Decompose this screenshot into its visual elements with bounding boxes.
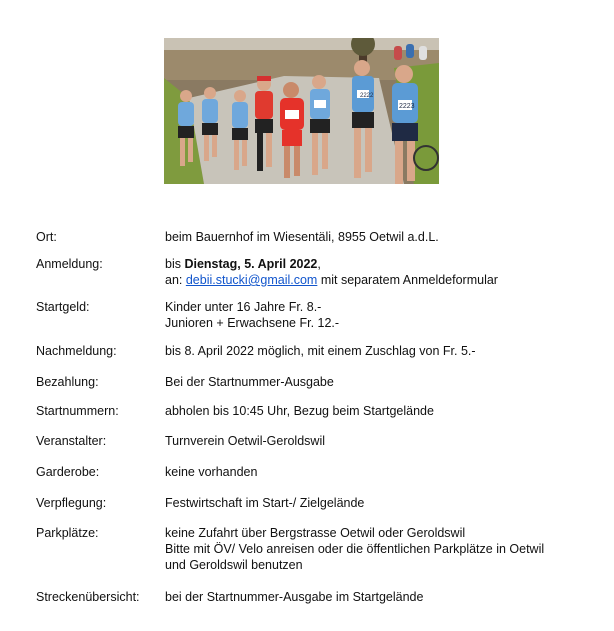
startgeld-kinder: Kinder unter 16 Jahre Fr. 8.- bbox=[165, 300, 322, 314]
veranstalter-label: Veranstalter: bbox=[36, 434, 107, 448]
startgeld-erwachsene: Junioren + Erwachsene Fr. 12.- bbox=[165, 316, 340, 330]
verpflegung-label: Verpflegung: bbox=[36, 496, 107, 510]
parkplaetze-label: Parkplätze: bbox=[36, 526, 99, 540]
anmeldung-prefix: bis bbox=[165, 257, 185, 271]
anmeldung-form-note: mit separatem Anmeldeformular bbox=[317, 273, 498, 287]
anmeldung-value bbox=[165, 256, 498, 288]
startnummern-label: Startnummern: bbox=[36, 404, 119, 418]
veranstalter-value: Turnverein Oetwil-Geroldswil bbox=[165, 434, 325, 448]
ort-value: beim Bauernhof im Wiesentäli, 8955 Oetwil a.d.L. bbox=[165, 230, 439, 244]
parkplaetze-line-1: keine Zufahrt über Bergstrasse Oetwil oder Geroldswil bbox=[165, 526, 466, 540]
anmeldung-comma: , bbox=[317, 257, 321, 271]
runners-photo bbox=[164, 38, 439, 184]
garderobe-label: Garderobe: bbox=[36, 465, 100, 479]
startnummern-value: abholen bis 10:45 Uhr, Bezug beim Startgelände bbox=[165, 404, 434, 418]
parkplaetze-line-3: und Geroldswil benutzen bbox=[165, 558, 303, 572]
nachmeldung-value: bis 8. April 2022 möglich, mit einem Zuschlag von Fr. 5.- bbox=[165, 344, 476, 358]
ort-label: Ort: bbox=[36, 230, 57, 244]
bib-number: 2222 bbox=[360, 93, 374, 99]
bezahlung-label: Bezahlung: bbox=[36, 375, 99, 389]
streckenuebersicht-value: bei der Startnummer-Ausgabe im Startgelände bbox=[165, 590, 424, 604]
anmeldung-label: Anmeldung: bbox=[36, 257, 103, 271]
email-link[interactable]: debii.stucki@gmail.com bbox=[185, 273, 318, 287]
startgeld-label: Startgeld: bbox=[36, 300, 90, 314]
garderobe-value: keine vorhanden bbox=[165, 465, 258, 479]
bib-number: 2223 bbox=[399, 103, 415, 110]
parkplaetze-line-2: Bitte mit ÖV/ Velo anreisen oder die öffentlichen Parkplätze in Oetwil bbox=[165, 542, 545, 556]
verpflegung-value: Festwirtschaft im Start-/ Zielgelände bbox=[165, 496, 365, 510]
parkplaetze-value bbox=[165, 525, 544, 573]
startgeld-value bbox=[165, 299, 339, 331]
anmeldung-deadline: Dienstag, 5. April 2022 bbox=[184, 257, 318, 271]
streckenuebersicht-label: Streckenübersicht: bbox=[36, 590, 140, 604]
bezahlung-value: Bei der Startnummer-Ausgabe bbox=[165, 375, 334, 389]
nachmeldung-label: Nachmeldung: bbox=[36, 344, 117, 358]
anmeldung-to-prefix: an: bbox=[165, 273, 186, 287]
